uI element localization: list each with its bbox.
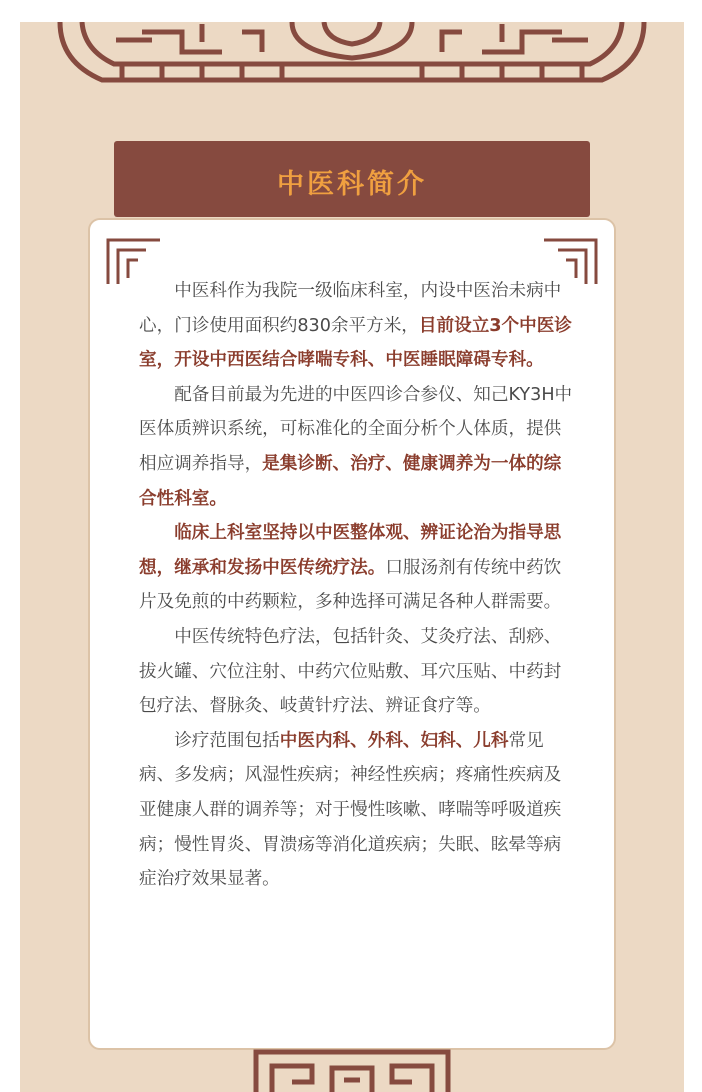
paragraph-department [139, 274, 577, 378]
paragraph-text: 中医传统特色疗法，包括针灸、艾灸疗法、刮痧、拔火罐、穴位注射、中药穴位贴敷、耳穴压贴、中药封包疗法、督脉灸、岐黄针疗法、辨证食疗等。 [139, 626, 562, 717]
highlight-text: 是集诊断、治疗、健康调养为一体的综合性科室。 [139, 453, 562, 509]
lattice-top-ornament [52, 22, 652, 88]
section-title: 中医科简介 [277, 169, 427, 200]
lattice-bottom-ornament [252, 1048, 452, 1092]
highlight-text: 中医内科、外科、妇科、儿科 [279, 730, 509, 751]
paragraph-text: 中医科作为我院一级临床科室，内设中医治未病中心，门诊使用面积约830余平方米， [139, 281, 562, 336]
section-title-bar [114, 141, 590, 217]
highlight-text: 临床上科室坚持以中医整体观、辨证论治为指导思想，继承和发扬中医传统疗法。 [139, 523, 562, 578]
paragraph-equipment [139, 378, 577, 516]
intro-content [139, 274, 577, 897]
highlight-text: 目前设立3个中医诊室，开设中西医结合哮喘专科、中医睡眠障碍专科。 [139, 315, 572, 371]
paragraph-text: 配备目前最为先进的中医四诊合参仪、知己KY3H中医体质辨识系统，可标准化的全面分析个人体质，提供相应调养指导， [139, 384, 573, 474]
paragraph-therapies [139, 620, 577, 724]
paragraph-text: 常见病、多发病；风湿性疾病；神经性疾病；疼痛性疾病及亚健康人群的调养等；对于慢性咳嗽、哮喘等呼吸道疾病；慢性胃炎、胃溃疡等消化道疾病；失眠、眩晕等病症治疗效果显著。 [139, 730, 562, 890]
paragraph-philosophy [139, 516, 577, 620]
paragraph-text: 口服汤剂有传统中药饮片及免煎的中药颗粒，多种选择可满足各种人群需要。 [139, 557, 562, 613]
paragraph-scope [139, 724, 577, 897]
paragraph-text: 诊疗范围包括 [174, 730, 280, 751]
